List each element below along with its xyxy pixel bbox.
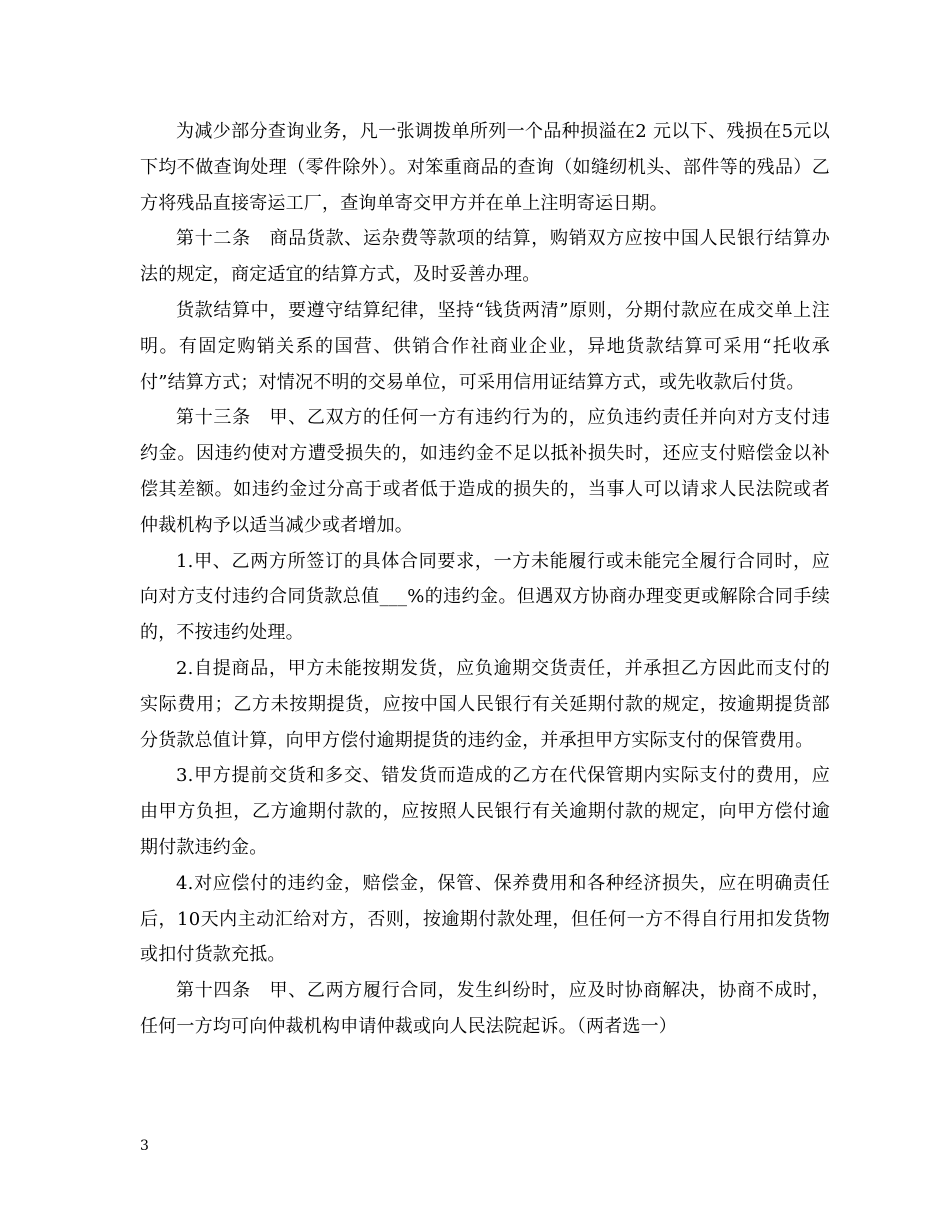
- paragraph-inquiry-threshold: 为减少部分查询业务，凡一张调拨单所列一个品种损溢在2 元以下、残损在5元以下均不做查询处理（零件除外）。对笨重商品的查询（如缝纫机头、部件等的残品）乙方将残品直接寄运工厂，查询单寄交甲方并在单上注明寄运日期。: [140, 121, 830, 214]
- paragraph-settlement-discipline: 货款结算中，要遵守结算纪律，坚持“钱货两清”原则，分期付款应在成交单上注明。有固定购销关系的国营、供销合作社商业企业，异地货款结算可采用“托收承付”结算方式；对情况不明的交易单位，可采用信用证结算方式，或先收款后付货。: [140, 299, 830, 393]
- paragraph-clause-3: 3.甲方提前交货和多交、错发货而造成的乙方在代保管期内实际支付的费用，应由甲方负担，乙方逾期付款的，应按照人民银行有关逾期付款的规定，向甲方偿付逾期付款违约金。: [140, 765, 830, 858]
- page-number: 3: [140, 1138, 149, 1154]
- body-text: [140, 114, 830, 1045]
- paragraph-article-14: 第十四条 甲、乙两方履行合同，发生纠纷时，应及时协商解决，协商不成时，任何一方均可向仲裁机构申请仲裁或向人民法院起诉。（两者选一）: [140, 980, 830, 1037]
- paragraph-clause-1: 1.甲、乙两方所签订的具体合同要求，一方未能履行或未能完全履行合同时，应向对方支付违约合同货款总值___%的违约金。但遇双方协商办理变更或解除合同手续的，不按违约处理。: [140, 550, 830, 644]
- paragraph-clause-2: 2.自提商品，甲方未能按期发货，应负逾期交货责任，并承担乙方因此而支付的实际费用；乙方未按期提货，应按中国人民银行有关延期付款的规定，按逾期提货部分货款总值计算，向甲方偿付逾期提货的违约金，并承担甲方实际支付的保管费用。: [140, 657, 830, 751]
- paragraph-article-12: 第十二条 商品货款、运杂费等款项的结算，购销双方应按中国人民银行结算办法的规定，商定适宜的结算方式，及时妥善办理。: [140, 228, 830, 286]
- paragraph-article-13: 第十三条 甲、乙双方的任何一方有违约行为的，应负违约责任并向对方支付违约金。因违约使对方遭受损失的，如违约金不足以抵补损失时，还应支付赔偿金以补偿其差额。如违约金过分高于或者低于造成的损失的，当事人可以请求人民法院或者仲裁机构予以适当减少或者增加。: [140, 407, 830, 536]
- paragraph-clause-4: 4.对应偿付的违约金，赔偿金，保管、保养费用和各种经济损失，应在明确责任后，10天内主动汇给对方，否则，按逾期付款处理，但任何一方不得自行用扣发货物或扣付货款充抵。: [140, 872, 830, 966]
